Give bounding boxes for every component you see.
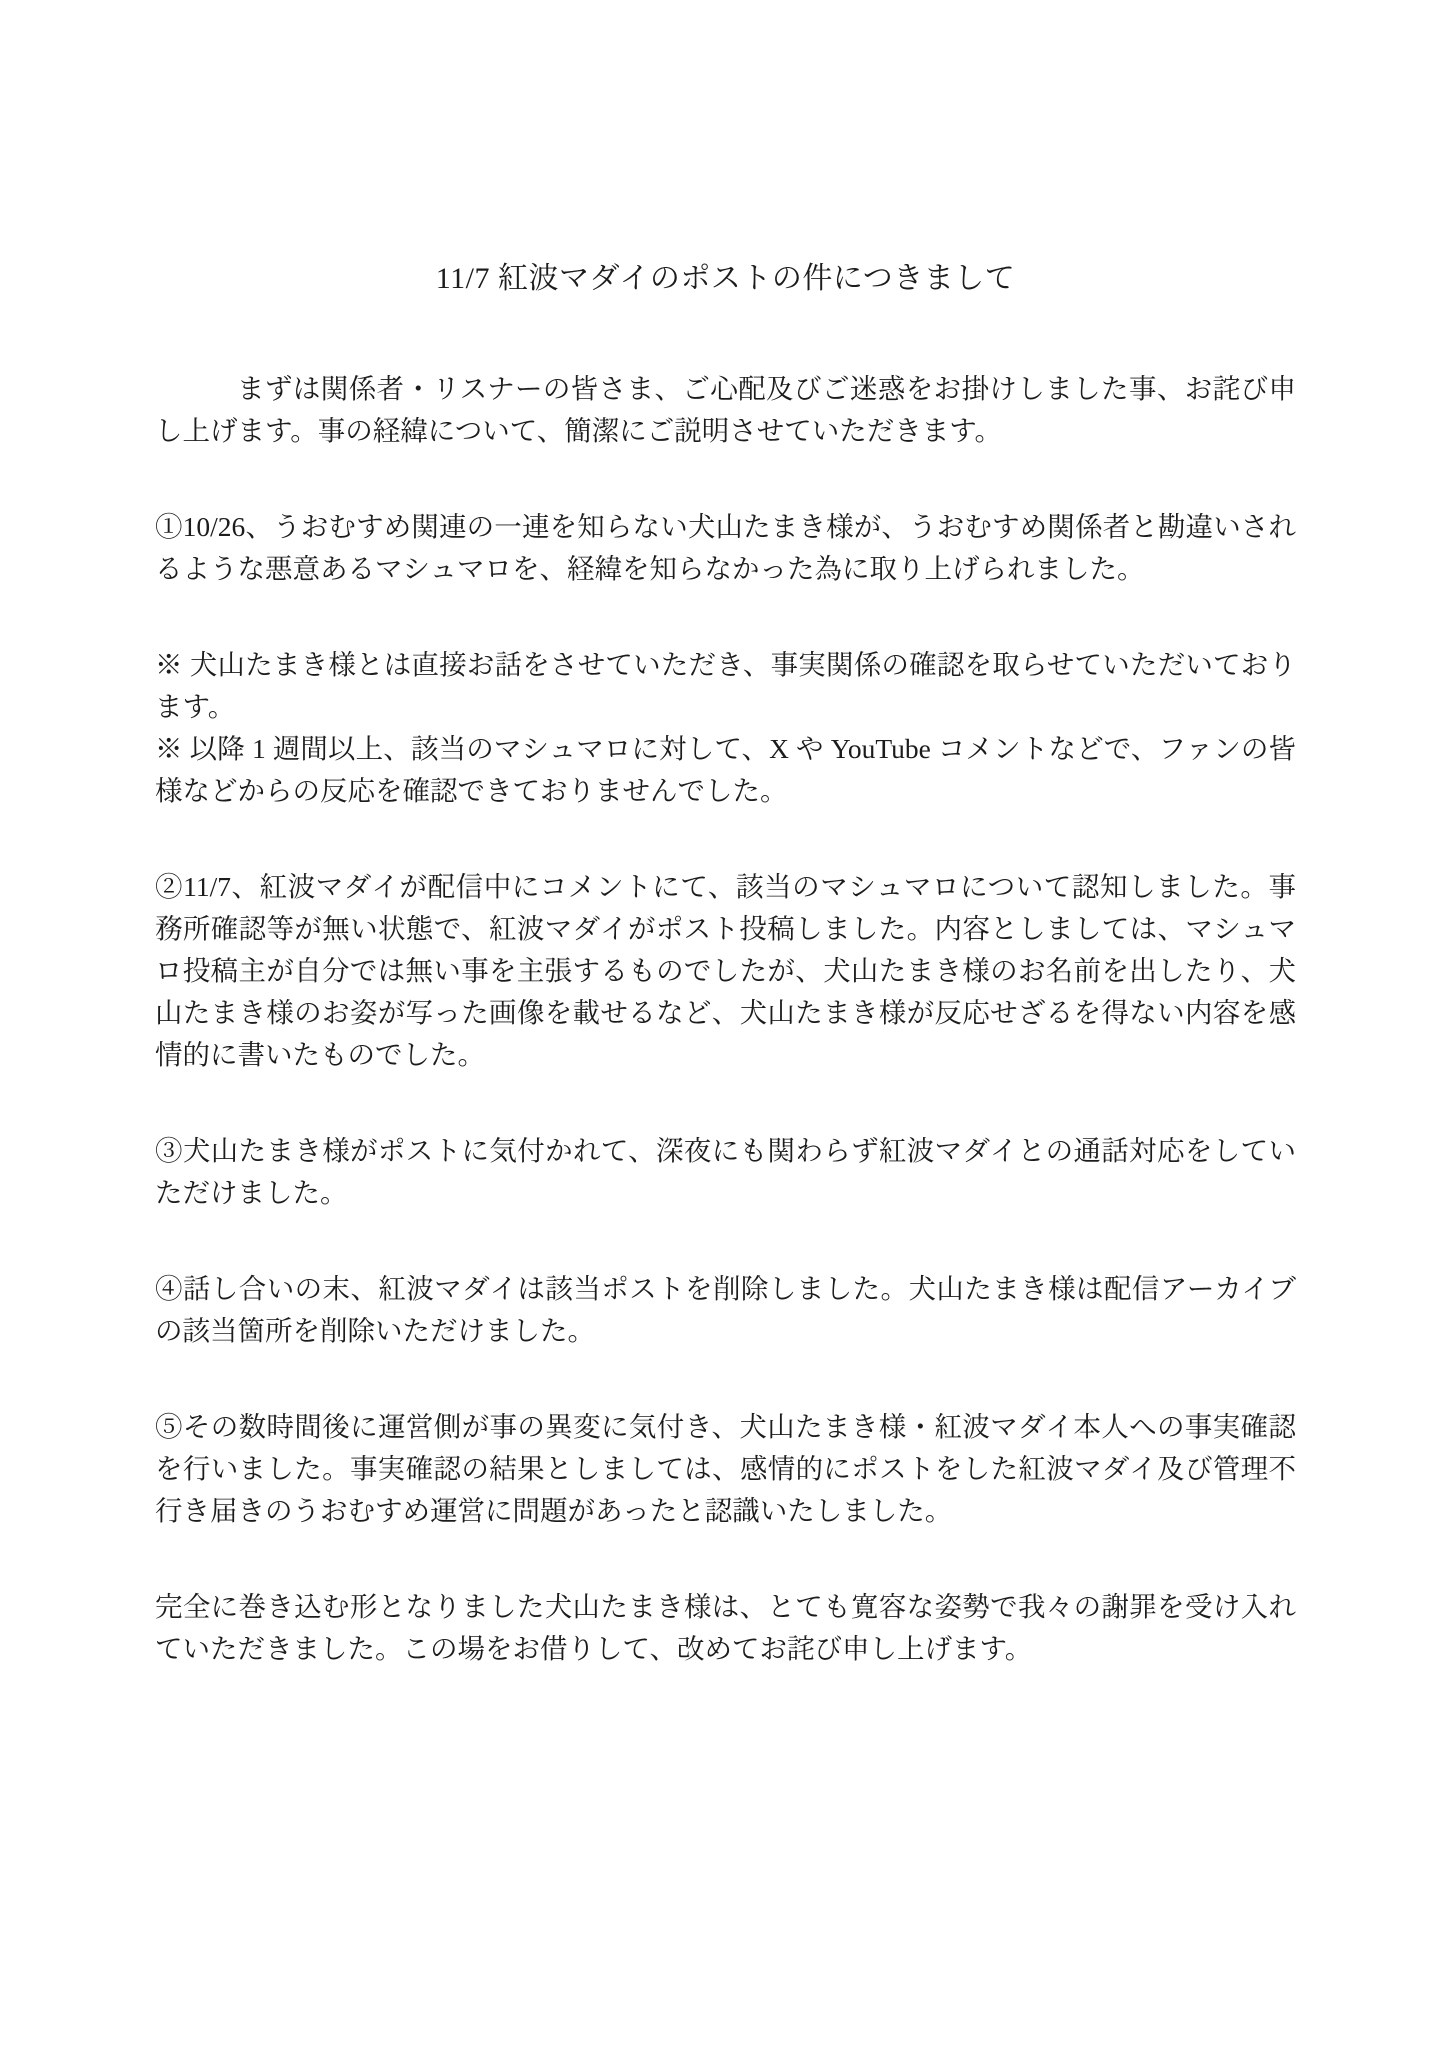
numbered-paragraph-1: ①10/26、うおむすめ関連の一連を知らない犬山たまき様が、うおむすめ関係者と勘違いされるような悪意あるマシュマロを、経緯を知らなかった為に取り上げられました。 xyxy=(155,511,1296,584)
note-paragraph-2: ※ 以降 1 週間以上、該当のマシュマロに対して、X や YouTube コメントなどで、ファンの皆様などからの反応を確認できておりませんでした。 xyxy=(155,733,1296,806)
closing-paragraph: 完全に巻き込む形となりました犬山たまき様は、とても寛容な姿勢で我々の謝罪を受け入れていただきました。この場をお借りして、改めてお詫び申し上げます。 xyxy=(155,1591,1296,1664)
numbered-paragraph-3: ③犬山たまき様がポストに気付かれて、深夜にも関わらず紅波マダイとの通話対応をしていただけました。 xyxy=(155,1135,1296,1208)
intro-paragraph: まずは関係者・リスナーの皆さま、ご心配及びご迷惑をお掛けしました事、お詫び申し上げます。事の経緯について、簡潔にご説明させていただきます。 xyxy=(155,373,1296,446)
document-title: 11/7 紅波マダイのポストの件につきまして xyxy=(435,262,1016,295)
notes-block xyxy=(155,644,1296,812)
numbered-paragraph-4: ④話し合いの末、紅波マダイは該当ポストを削除しました。犬山たまき様は配信アーカイブの該当箇所を削除いただけました。 xyxy=(155,1273,1296,1346)
note-paragraph-1: ※ 犬山たまき様とは直接お話をさせていただき、事実関係の確認を取らせていただいております。 xyxy=(155,649,1296,722)
document-body xyxy=(155,368,1296,1670)
numbered-paragraph-5: ⑤その数時間後に運営側が事の異変に気付き、犬山たまき様・紅波マダイ本人への事実確認を行いました。事実確認の結果としましては、感情的にポストをした紅波マダイ及び管理不行き届きのうおむすめ運営に問題があったと認識いたしました。 xyxy=(155,1411,1296,1526)
numbered-paragraph-2: ②11/7、紅波マダイが配信中にコメントにて、該当のマシュマロについて認知しました。事務所確認等が無い状態で、紅波マダイがポスト投稿しました。内容としましては、マシュマロ投稿主が自分では無い事を主張するものでしたが、犬山たまき様のお名前を出したり、犬山たまき様のお姿が写った画像を載せるなど、犬山たまき様が反応せざるを得ない内容を感情的に書いたものでした。 xyxy=(155,871,1296,1070)
